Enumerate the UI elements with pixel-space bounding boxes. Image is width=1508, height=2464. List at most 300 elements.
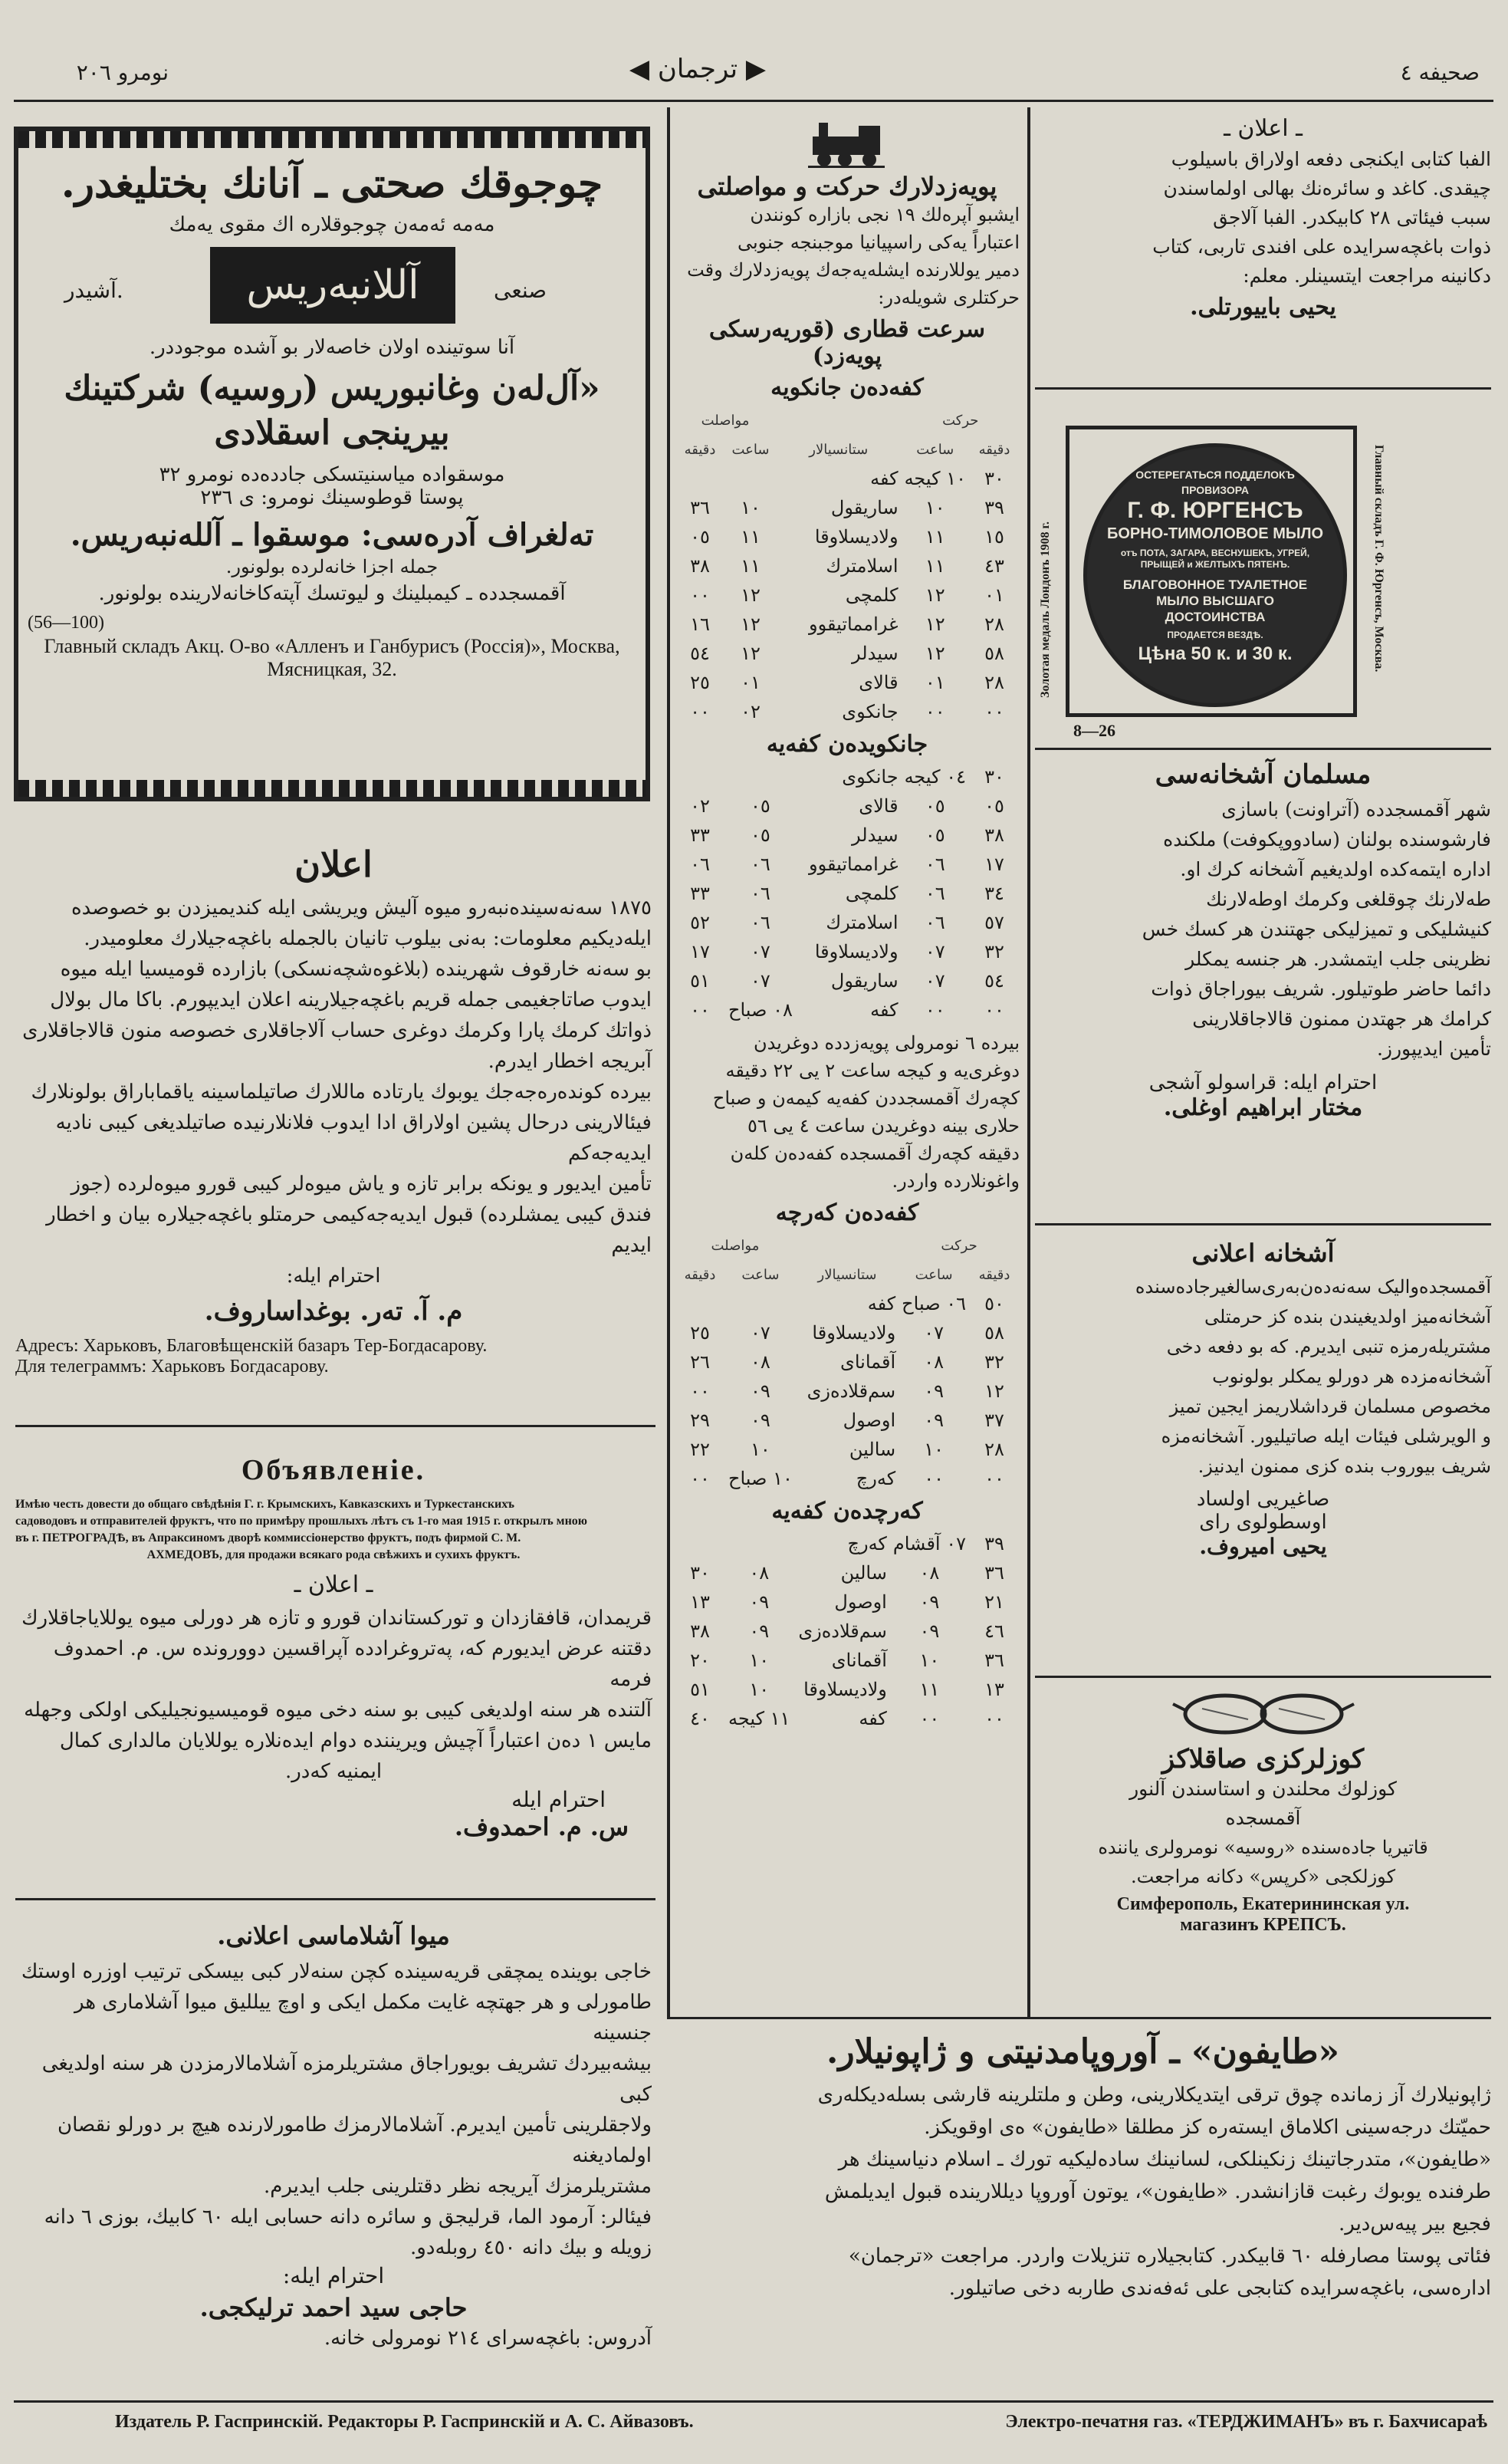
departure-minute: ٣٢: [984, 1351, 1004, 1373]
arrival-hour: [725, 1529, 793, 1558]
s2-title: جانکویدەن کفەیه: [766, 731, 928, 758]
arrival-minute: [675, 1529, 725, 1558]
station-name: ساریقول: [830, 497, 899, 518]
departure-hour: ٠٩: [919, 1591, 940, 1613]
departure-minute: ٤٣: [984, 555, 1004, 577]
taifun-body: [675, 2079, 1491, 2304]
soap-name: Г. Ф. ЮРГЕНСЪ: [1127, 498, 1303, 523]
table-row: [675, 1675, 1020, 1704]
eyeglasses-icon-svg: [1171, 1687, 1355, 1741]
departure-minute: ٥٧: [984, 912, 1004, 933]
ad-ilan1-line: ١٨٧٥ سەنەسیندەنبەرو میوه آلیش ویریشی ایله کندیمیزدن بو خصوصده: [71, 896, 652, 919]
locomotive-icon-svg: [805, 115, 889, 169]
glasses-title: کوزلرکزی صاقلاکز: [1161, 1744, 1365, 1775]
kitchen-line: نظرینی جلب ایتمشدر. هر جنسه یمکلر: [1185, 948, 1491, 970]
arrival-minute: ١٣: [690, 1591, 710, 1613]
ad-meyva-body: [15, 1956, 652, 2263]
ad-obyavlenie-ru-text: [15, 1496, 652, 1564]
train-timetable: [675, 115, 1020, 2009]
ru-text-line: въ г. ПЕТРОГРАДѢ, въ Апраксиномъ дворѣ коммиссіонерство фруктъ, подъ фирмой С. М.: [15, 1531, 521, 1545]
meyva-line: طامورلی و هر جهتچه غایت مکمل ایکی و اوچ ییللیق میوا آشلاماری هر جنسینه: [74, 1991, 652, 2045]
arrival-hour: ١١: [741, 526, 761, 548]
arrival-minute: ٥١: [690, 970, 710, 992]
departure-minute: ٥٨: [984, 1322, 1004, 1344]
departure-hour: ٠٥: [925, 795, 945, 817]
departure-hour: ٠٦ صباح: [902, 1293, 966, 1314]
ru-text-line: садоводовъ и отправителей фруктъ, что по примѣру прошлыхъ лѣтъ съ 1-го мая 1915 г. открылъ мною: [15, 1515, 588, 1528]
soap-sold: ПРОДАЕТСЯ ВЕЗДѢ.: [1167, 630, 1263, 640]
station-name: کفه: [867, 1293, 896, 1314]
soap-ad-box: [1039, 426, 1385, 717]
departure-minute: ١٢: [984, 1380, 1004, 1402]
table-row: [675, 1289, 1020, 1318]
kitchen-ilan-sig3: یحیی امیروف.: [1199, 1534, 1327, 1559]
arrival-hour: ٠٦: [751, 912, 770, 933]
arrival-minute: ٣٣: [690, 824, 710, 846]
departure-hour: ٠٨: [919, 1562, 940, 1584]
ad-allen-company: «آل‌له‌ن وغانبوریس (روسیه) شرکتینك بیرینجی اسقلادی: [64, 369, 600, 452]
muslim-kitchen: [1035, 759, 1491, 1212]
soap-price: Цѣна 50 к. и 30 к.: [1138, 643, 1293, 664]
station-name: سیدلر: [852, 643, 899, 664]
departure-minute: ١٧: [984, 854, 1004, 875]
meyva-line: مشتریلرمزك آیریجه نظر دقتلرینی جلب ایدیرم.: [263, 2175, 652, 2198]
soap-code: 8—26: [1073, 721, 1115, 740]
taifun-line: طرفنده یوبوك رغبت قازانشدر. «طایفون»، یوتون آوروپا دیللارینده قبول ایدیلمش: [824, 2180, 1491, 2203]
soap-side-right: Главный складъ Г. Ф. Юргенсъ, Москва.: [1372, 445, 1385, 673]
ad-ilan1-ru-tel: Для телеграммъ: Харьковъ Богдасарову.: [15, 1357, 329, 1377]
departure-hour: ٠٩: [924, 1410, 944, 1431]
obyavlenie-line: ایمنیه کەدر.: [284, 1760, 383, 1783]
arrival-minute: ٠٦: [690, 854, 710, 875]
kitchen-line: کنیشلیکی و تمیزلیکی جهتندن هر کسك خس: [1142, 918, 1491, 940]
unit-hour: ساعت: [731, 441, 770, 458]
unit-hour: ساعت: [915, 1266, 953, 1283]
soap-provizor: ПРОВИЗОРА: [1181, 484, 1249, 496]
s3-rows: [675, 1289, 1020, 1493]
departure-hour: ١٢: [925, 584, 945, 606]
train-intro: [675, 201, 1020, 311]
rule-right-3: [1035, 1223, 1491, 1225]
departure-minute: ٣٢: [984, 941, 1004, 962]
kitchen-ilan-sig1: صاغیریی اولساد: [1196, 1488, 1330, 1511]
departure-minute: ٣٩: [984, 497, 1004, 518]
kitchen-line: طه‌لارنك چوقلغی وکرمك اوطه‌لارنك: [1206, 888, 1491, 910]
departure-minute: ٠٠: [984, 999, 1004, 1021]
arrival-minute: ٢٩: [690, 1410, 710, 1431]
ad-obyavlenie-body: [15, 1603, 652, 1787]
arrival-minute: ٣٠: [690, 1562, 710, 1584]
alphabet-line: ذوات باغچه‌سرایده علی افندی تاربی، کتاب: [1152, 235, 1491, 258]
departure-hour: ١٢: [925, 643, 945, 664]
unit-min: دقیقه: [978, 1266, 1010, 1283]
kitchen-ilan-line: شریف بیوروب بنده کزی ممنون ایدنیز.: [1198, 1456, 1491, 1477]
table-row: [675, 581, 1020, 610]
departure-hour: ٠٠: [924, 1468, 944, 1489]
station-name: کەرچ: [856, 1468, 896, 1489]
checker-border-bottom: [18, 780, 646, 797]
obyavlenie-line: قریمدان، قافقازدان و تورکستاندان قورو و تازه هر دورلی میوه یوللایاجاقلارك: [21, 1607, 652, 1630]
station-name: کلمچی: [845, 883, 899, 904]
soap-side-left: Золотая медаль Лондонъ 1908 г.: [1039, 521, 1052, 698]
right-arrow-icon: ▶: [745, 54, 767, 84]
arrival-minute: ٥٤: [690, 643, 710, 664]
kitchen-ilan-title: آشخانه اعلانی: [1191, 1239, 1335, 1268]
glasses-ru1: Симферополь, Екатерининская ул.: [1116, 1894, 1410, 1914]
unit-hour: ساعت: [741, 1266, 780, 1283]
arrival-hour: ١٢: [741, 614, 761, 635]
taifun-title: «طایفون» ـ آوروپامدنیتی و ژاپونیلار.: [826, 2032, 1339, 2071]
notice-alphabet: [1035, 115, 1491, 383]
soap-warn: ОСТЕРЕГАТЬСЯ ПОДДЕЛОКЪ: [1135, 469, 1295, 481]
station-name: قالای: [859, 672, 899, 693]
ad-ilan1-line: ذواتك کرمك پارا وکرمك دوغری حساب آلاجاقلاری خصوصه منون قالاجاقلاری: [22, 1019, 652, 1042]
station-name: قالای: [859, 795, 899, 817]
kitchen-ilan: [1035, 1239, 1491, 1668]
soap-seal: [1083, 443, 1347, 707]
taifun-line: فجیع بیر پیه‌س‌دیر.: [1338, 2212, 1491, 2235]
s1-title: کفه‌دەن جانکویه: [770, 374, 924, 401]
arrival-hour: ٠١: [741, 672, 761, 693]
table-row: [675, 1617, 1020, 1646]
issue-number: نومرو ٢٠٦: [76, 60, 169, 85]
alphabet-line: الفبا کتابی ایکنجی دفعه اولاراق باسیلوب: [1171, 148, 1491, 170]
departure-minute: ١٣: [984, 1679, 1004, 1700]
train-note-line: دقیقه کچه‌رك آقمسجده کفه‌دەن کله‌ن: [730, 1143, 1020, 1164]
ad-meyva: [15, 1921, 652, 2350]
station-name: غرامماتیقوو: [809, 854, 899, 875]
ad-obyavlenie-title: Объявленіе.: [241, 1454, 426, 1486]
footer-rule: [14, 2400, 1493, 2403]
arrival-minute: ٢٦: [690, 1351, 710, 1373]
train-note-line: واغونلارده واردر.: [892, 1170, 1020, 1192]
table-row: [675, 879, 1020, 908]
table-row: [675, 1587, 1020, 1617]
arrival-minute: ٢٥: [690, 1322, 710, 1344]
ad-meyva-respect: احترام ایله:: [282, 2263, 385, 2288]
ad-allen-ru-line1: Главный складъ Акц. О-во «Алленъ и Ганбурисъ (Россія)», Москва,: [44, 635, 620, 657]
arrival-minute: [675, 762, 725, 791]
table-header-row: [675, 1231, 1020, 1260]
station-name: سیدلر: [852, 824, 899, 846]
table-row: [675, 1347, 1020, 1377]
table-row: [675, 1318, 1020, 1347]
unit-hour: ساعت: [916, 441, 954, 458]
departure-minute: ٠٠: [984, 701, 1004, 722]
ad-ilan1-line: آبریجه اخطار ایدرم.: [488, 1050, 652, 1073]
rule-after-ilan1: [15, 1425, 655, 1427]
kitchen-ilan-line: و الویرشلی فیئات ایله صاتیلیور. آشخانه‌مزه: [1161, 1426, 1491, 1447]
soap-tagline: БЛАГОВОННОЕ ТУАЛЕТНОЕ МЫЛО ВЫСШАГО ДОСТОИНСТВА: [1122, 577, 1308, 624]
table-row: [675, 850, 1020, 879]
arrival-minute: ١٦: [690, 614, 710, 635]
meyva-price: فیئالر: آرمود الما، قرلیجق و سائره دانه حسابی ایله ٦٠ کابیك، بوزی ٦ دانه: [44, 2206, 652, 2229]
arrival-minute: ٠٠: [690, 701, 710, 722]
unit-station: ستانسیالار: [809, 441, 869, 458]
arrival-minute: ٠٥: [690, 526, 710, 548]
arrival-minute: ٢٥: [690, 672, 710, 693]
station-name: آقمانای: [840, 1351, 896, 1373]
s2-table: [675, 762, 1020, 1025]
table-row: [675, 1558, 1020, 1587]
arrival-hour: ١٠ صباح: [728, 1468, 793, 1489]
unit-min: دقیقه: [684, 1266, 716, 1283]
ad-allen-wholesale: جمله اجزا خانه‌لرده بولونور.: [225, 556, 439, 577]
obyavlenie-line: دقتنه عرض ایدیورم که، پەتروغرادده آپراقسین دووروندە س. م. احمدوف فرمه: [53, 1637, 652, 1691]
arrival-hour: ١٠: [741, 497, 761, 518]
departure-hour: ٠٦: [925, 854, 945, 875]
table-row: [675, 1377, 1020, 1406]
table-row: [675, 908, 1020, 937]
kitchen-ilan-line: مخصوص مسلمان قرداشلاریمز ایجین تمیز: [1169, 1396, 1491, 1417]
station-name: ولادیسلاوقا: [814, 941, 899, 962]
ad-ilan1-body: [15, 893, 652, 1291]
kitchen-ilan-line: آشخانه‌میز اولدیغیندن بنده کز حرمتلی: [1204, 1306, 1491, 1327]
arrival-hour: ٠٧: [751, 1322, 770, 1344]
kitchen-line: اداره ایتمه‌کده اولدیغیم آشخانه کرك او.: [1180, 858, 1491, 880]
departure-minute: ١٥: [984, 526, 1004, 548]
meyva-line: بیشه‌بیردك تشریف بویوراجاق مشتریلرمزه آشلامالارمزدن هر سنه اولدیغی کبی: [41, 2052, 652, 2106]
ad-meyva-signature: حاجی سید احمد ترلیکجی.: [199, 2293, 468, 2322]
soap-desc: отъ ПОТА, ЗАГАРА, ВЕСНУШЕКЪ, УГРЕЙ, ПРЫЩЕЙ и ЖЕЛТЫХЪ ПЯТЕНЪ.: [1120, 548, 1310, 570]
kitchen-line: کرامك هر جهتدن ممنون قالاجاقلارینی: [1192, 1008, 1491, 1030]
alphabet-line: سبب فیئاتی ٢٨ کابیکدر. الفبا آلاجق: [1213, 206, 1491, 229]
kitchen-line: شهر آقمسجدده (آتراونت) باسازی: [1221, 798, 1491, 821]
ad-ilan1-title: اعلان: [294, 844, 373, 885]
table-row: [675, 697, 1020, 726]
table-row: [675, 762, 1020, 791]
train-note-line: کچه‌رك آقمسجددن کفه‌یه کیمەن و صباح: [712, 1087, 1020, 1109]
station-name: کفه: [859, 1708, 887, 1729]
ad-allen-box: [14, 127, 650, 801]
station-name: اسلامترك: [826, 912, 899, 933]
ad-allen-subtitle: مه‌مه ئه‌مه‌ن چوجوقلاره اك مقوی یه‌مك: [169, 213, 495, 236]
station-name: سم‌قلادەزی: [798, 1620, 887, 1642]
taifun-ad: [675, 2032, 1491, 2370]
ru-text-line: АХМЕДОВЪ, для продажи всякаго рода свѣжихъ и сухихъ фруктъ.: [146, 1548, 521, 1561]
arrival-hour: [725, 464, 776, 493]
taifun-line: ژاپونیلارك آز زمانده چوق ترقی ایتدیکلارینی، وطن و ملتلرینه قارشی بسلەدیکلەری: [817, 2084, 1491, 2107]
ru-text-line: Имѣю честь довести до общаго свѣдѣнія Г. г. Крымскихъ, Кавказскихъ и Туркестанскихъ: [15, 1498, 514, 1511]
rule-right-2: [1035, 748, 1491, 750]
arrival-hour: ٠٨ صباح: [728, 999, 793, 1021]
departure-minute: ٥٤: [984, 970, 1004, 992]
arrival-hour: ٠٨: [749, 1562, 770, 1584]
table-row: [675, 639, 1020, 668]
departure-hour: ١١: [919, 1679, 940, 1700]
soap-product: БОРНО-ТИМОЛОВОЕ МЫЛО: [1106, 525, 1324, 542]
departure-hour: ٠٥: [925, 824, 945, 846]
train-note-line: حلاری بینه دوغریدن ساعت ٤ یی ٥٦: [747, 1115, 1020, 1137]
departure-hour: ٠٧: [925, 941, 945, 962]
glasses-line4: کوزلکجی «کرپس» دکانه مراجعت.: [1130, 1866, 1396, 1887]
arrival-minute: ٢٢: [690, 1439, 710, 1460]
arrival-hour: ٠٩: [751, 1410, 770, 1431]
taifun-price: فئاتی پوستا مصارفله ٦٠ قابیکدر. کتابجیلاره تنزیلات واردر. مراجعت «ترجمان»: [848, 2245, 1491, 2268]
table-unit-row: [675, 435, 1020, 464]
ad-allen-ru-line2: Мясницкая, 32.: [267, 658, 397, 680]
ad-ilan1-line: ایله‌دیکیم معلومات: بەنی بیلوب تانیان بالجمله باغچه‌جیلارك معلومیدر.: [84, 927, 652, 950]
departure-hour: ١٢: [925, 614, 945, 635]
kitchen-line: تأمین ایدیپورز.: [1376, 1038, 1491, 1060]
table-row: [675, 1529, 1020, 1558]
obyavlenie-line: مایس ١ دەن اعتباراً آچیش ویریننده دوام ایدەنلارە یوللایان مالداری کمال: [59, 1729, 652, 1752]
train-intro-line: ایشبو آپره‌لك ١٩ نجی بازاره کونندن: [750, 204, 1020, 225]
departure-hour: ٠٩: [924, 1380, 944, 1402]
train-intro-line: حرکتلری شویله‌در:: [878, 287, 1020, 308]
arrival-minute: ٥٢: [690, 912, 710, 933]
departure-hour: ١٠: [925, 497, 945, 518]
table-row: [675, 1646, 1020, 1675]
ad-meyva-title: میوا آشلاماسی اعلانی.: [217, 1921, 450, 1950]
station-name: کەرچ: [847, 1533, 887, 1554]
station-name: کفه: [870, 468, 899, 489]
rule-right-4: [1035, 1676, 1491, 1678]
unit-station: ستانسیالار: [817, 1266, 877, 1283]
station-name: جانکوی: [842, 701, 899, 722]
unit-min: دقیقه: [978, 441, 1010, 458]
s1-table: [675, 406, 1020, 726]
departure-minute: ٢٨: [984, 1439, 1004, 1460]
rule-taifun-top: [667, 2017, 1491, 2019]
station-name: کفه: [870, 999, 899, 1021]
departure-minute: ٣٧: [984, 1410, 1004, 1431]
table-row: [675, 522, 1020, 551]
footer-printer: Электро-печатня газ. «ТЕРДЖИМАНЪ» въ г. Бахчисараѣ: [1005, 2412, 1487, 2432]
table-header-row: [675, 406, 1020, 435]
departure-minute: ٠٠: [984, 1468, 1004, 1489]
departure-hour: ١١: [925, 555, 945, 577]
ad-obyavlenie-ilan: ـ اعلان ـ: [294, 1571, 373, 1598]
departure-minute: ٠٠: [984, 1708, 1004, 1729]
departure-minute: ٣٠: [984, 766, 1004, 788]
station-name: ولادیسلاوقا: [814, 526, 899, 548]
arrival-minute: ٣٣: [690, 883, 710, 904]
departure-minute: ٢٨: [984, 614, 1004, 635]
arrival-minute: ٤٠: [690, 1708, 710, 1729]
s1-rows: [675, 464, 1020, 726]
arrival-hour: ٠٥: [751, 795, 770, 817]
station-name: ساریقول: [830, 970, 899, 992]
muslim-kitchen-body: [1035, 794, 1491, 1064]
station-name: غرامماتیقوو: [809, 614, 899, 635]
brand-word-right: آشیدر.: [64, 278, 123, 303]
arrival-minute: ٠٠: [690, 1468, 710, 1489]
departure-hour: ١٠: [919, 1650, 940, 1671]
departure-minute: ٥٨: [984, 643, 1004, 664]
station-name: کلمچی: [845, 584, 899, 606]
column-rule-1: [667, 107, 670, 2017]
departure-minute: ٤٦: [984, 1620, 1004, 1642]
arrival-minute: ٠٠: [690, 584, 710, 606]
departure-hour: ١٠: [924, 1439, 944, 1460]
brand-word-left: صنعی: [494, 278, 547, 303]
meyva-line: ولاجقلرینی تأمین ایدیرم. آشلامالارمزك طامورلارنده هیچ بر دورلو نقصان اولمادیغنه: [57, 2114, 652, 2167]
train-note-line: بیرده ٦ نومرولی پویه‌زدده دوغریدن: [753, 1032, 1020, 1054]
departure-minute: ٢٨: [984, 672, 1004, 693]
train-note: [675, 1029, 1020, 1195]
ad-ilan1-line: فیئالارینی درحال پشین اولاراق ادا ایدوب فلانلارنیده صاتیلدیغی کیبی نادیه ایدیه‌جه‌کم: [55, 1111, 652, 1165]
departure-minute: ٣٦: [984, 1650, 1004, 1671]
s2-rows: [675, 762, 1020, 1025]
ad-allen-address2: پوستا قوطوسینك نومرو‌: ی ٢٣٦: [200, 486, 464, 509]
s3-title: کفه‌دەن کەرچه: [775, 1199, 919, 1226]
table-row: [675, 937, 1020, 966]
ad-ilan1-line: بیرده کوندەرەجه‌جك یوبوك یارتاده ماللارك صاتیلماسینه یاقماباراق بولونلارك: [31, 1081, 652, 1104]
table-row: [675, 1704, 1020, 1733]
station-name: جانکوی: [842, 766, 899, 788]
s3-table: [675, 1231, 1020, 1493]
arrival-hour: ١٠: [749, 1650, 770, 1671]
alphabet-line: چیقدی. کاغد و سائرەنك بهالی اولماسندن: [1163, 177, 1491, 199]
train-express: سرعت قطاری (قوریه‌رسکی پویه‌زد): [708, 316, 986, 370]
station-name: ولادیسلاوقا: [812, 1322, 896, 1344]
table-row: [675, 1464, 1020, 1493]
arrival-hour: [725, 762, 796, 791]
glasses-line2: آقمسجده: [1225, 1807, 1301, 1829]
table-row: [675, 1435, 1020, 1464]
table-row: [675, 464, 1020, 493]
table-row: [675, 668, 1020, 697]
train-title: پویه‌زدلارك حرکت و مواصلتی: [697, 172, 997, 201]
departure-hour: ٠٦: [925, 912, 945, 933]
departure-hour: ٠٦: [925, 883, 945, 904]
arrival-minute: ٣٦: [690, 497, 710, 518]
table-row: [675, 821, 1020, 850]
ad-ilan1-line: تأمین ایدیور و یونکه برابر تازه و یاش میوه‌لر کیبی قورو میوه‌لرده (جوز: [71, 1173, 652, 1196]
col-arrival: مواصلت: [701, 412, 750, 429]
departure-minute: ٣٦: [984, 1562, 1004, 1584]
col-arrival: مواصلت: [711, 1237, 760, 1254]
arrival-minute: ٠٠: [690, 1380, 710, 1402]
ad-ilan1-signature: م. آ. تەر. بوغداساروف.: [204, 1296, 463, 1327]
muslim-kitchen-signature: مختار ابراهیم اوغلی.: [1163, 1094, 1363, 1121]
arrival-minute: ٣٨: [690, 555, 710, 577]
station-name: سالین: [840, 1562, 887, 1584]
ad-ilan-bogdasarov: [15, 844, 652, 1411]
footer-publisher: Издатель Р. Гаспринскій. Редакторы Р. Гаспринскій и А. С. Айвазовъ.: [115, 2412, 694, 2432]
arrival-hour: ١٠: [751, 1439, 770, 1460]
ad-ilan1-line: ایدوب صاتاجغیمی جمله قریم باغچه‌جیلارینه اعلان ایدیپورم. باکا مال بولال: [50, 989, 652, 1012]
departure-hour: ٠٧ آقشام: [892, 1533, 966, 1554]
taifun-address: اداره‌سی، باغچه‌سرایده کتابجی علی ئه‌فه‌ندی طاربه دخی صاتیلور.: [948, 2277, 1491, 2300]
departure-hour: ٠٨: [924, 1351, 944, 1373]
arrival-minute: ٠٠: [690, 999, 710, 1021]
departure-hour: ٠٧: [924, 1322, 944, 1344]
left-arrow-icon: ◀: [629, 54, 650, 84]
arrival-hour: ١٢: [741, 643, 761, 664]
arrival-hour: ٠٩: [749, 1620, 770, 1642]
arrival-minute: ٢٠: [690, 1650, 710, 1671]
muslim-kitchen-title: مسلمان آشخانه‌سی: [1155, 759, 1372, 790]
s4-title: کەرچدەن کفه‌یه: [771, 1498, 923, 1525]
checker-border-top: [18, 131, 646, 148]
ad-allen-telegraph: تەلغراف آدره‌سی: موسقوا ـ آللەنبه‌ریس.: [70, 517, 594, 553]
kitchen-ilan-line: آشخانه‌مزده هر دورلو یمکلر بولونوب: [1212, 1366, 1491, 1387]
ad-ilan1-respect: احترام ایله:: [286, 1265, 381, 1288]
ad-allen-brand-row: [18, 247, 646, 331]
ad-allen-note: آنا سوتینده اولان خاصه‌لار بو آشده موجوددر.: [149, 336, 515, 359]
ad-allen-address1: موسقواده میاسنیتسکی جادده‌ده نومرو ٣٢: [159, 463, 505, 486]
ad-allen-retail: آقمسجدده ـ کیمبلینك و لیوتسك آپتەکاخانه‌لارینده بولونور.: [98, 582, 566, 605]
arrival-hour: ٠٦: [751, 854, 770, 875]
station-name: اوصول: [843, 1410, 896, 1431]
train-intro-line: دمیر یوللارنده ایشله‌یه‌جه‌ك پویه‌زدلارك وقت: [687, 259, 1020, 281]
station-name: اوصول: [834, 1591, 887, 1613]
departure-hour: ٠٤ کیجه: [904, 766, 966, 788]
muslim-kitchen-respect: احترام ایله: قراسولو آشجی: [1148, 1071, 1378, 1094]
arrival-hour: [725, 1289, 796, 1318]
